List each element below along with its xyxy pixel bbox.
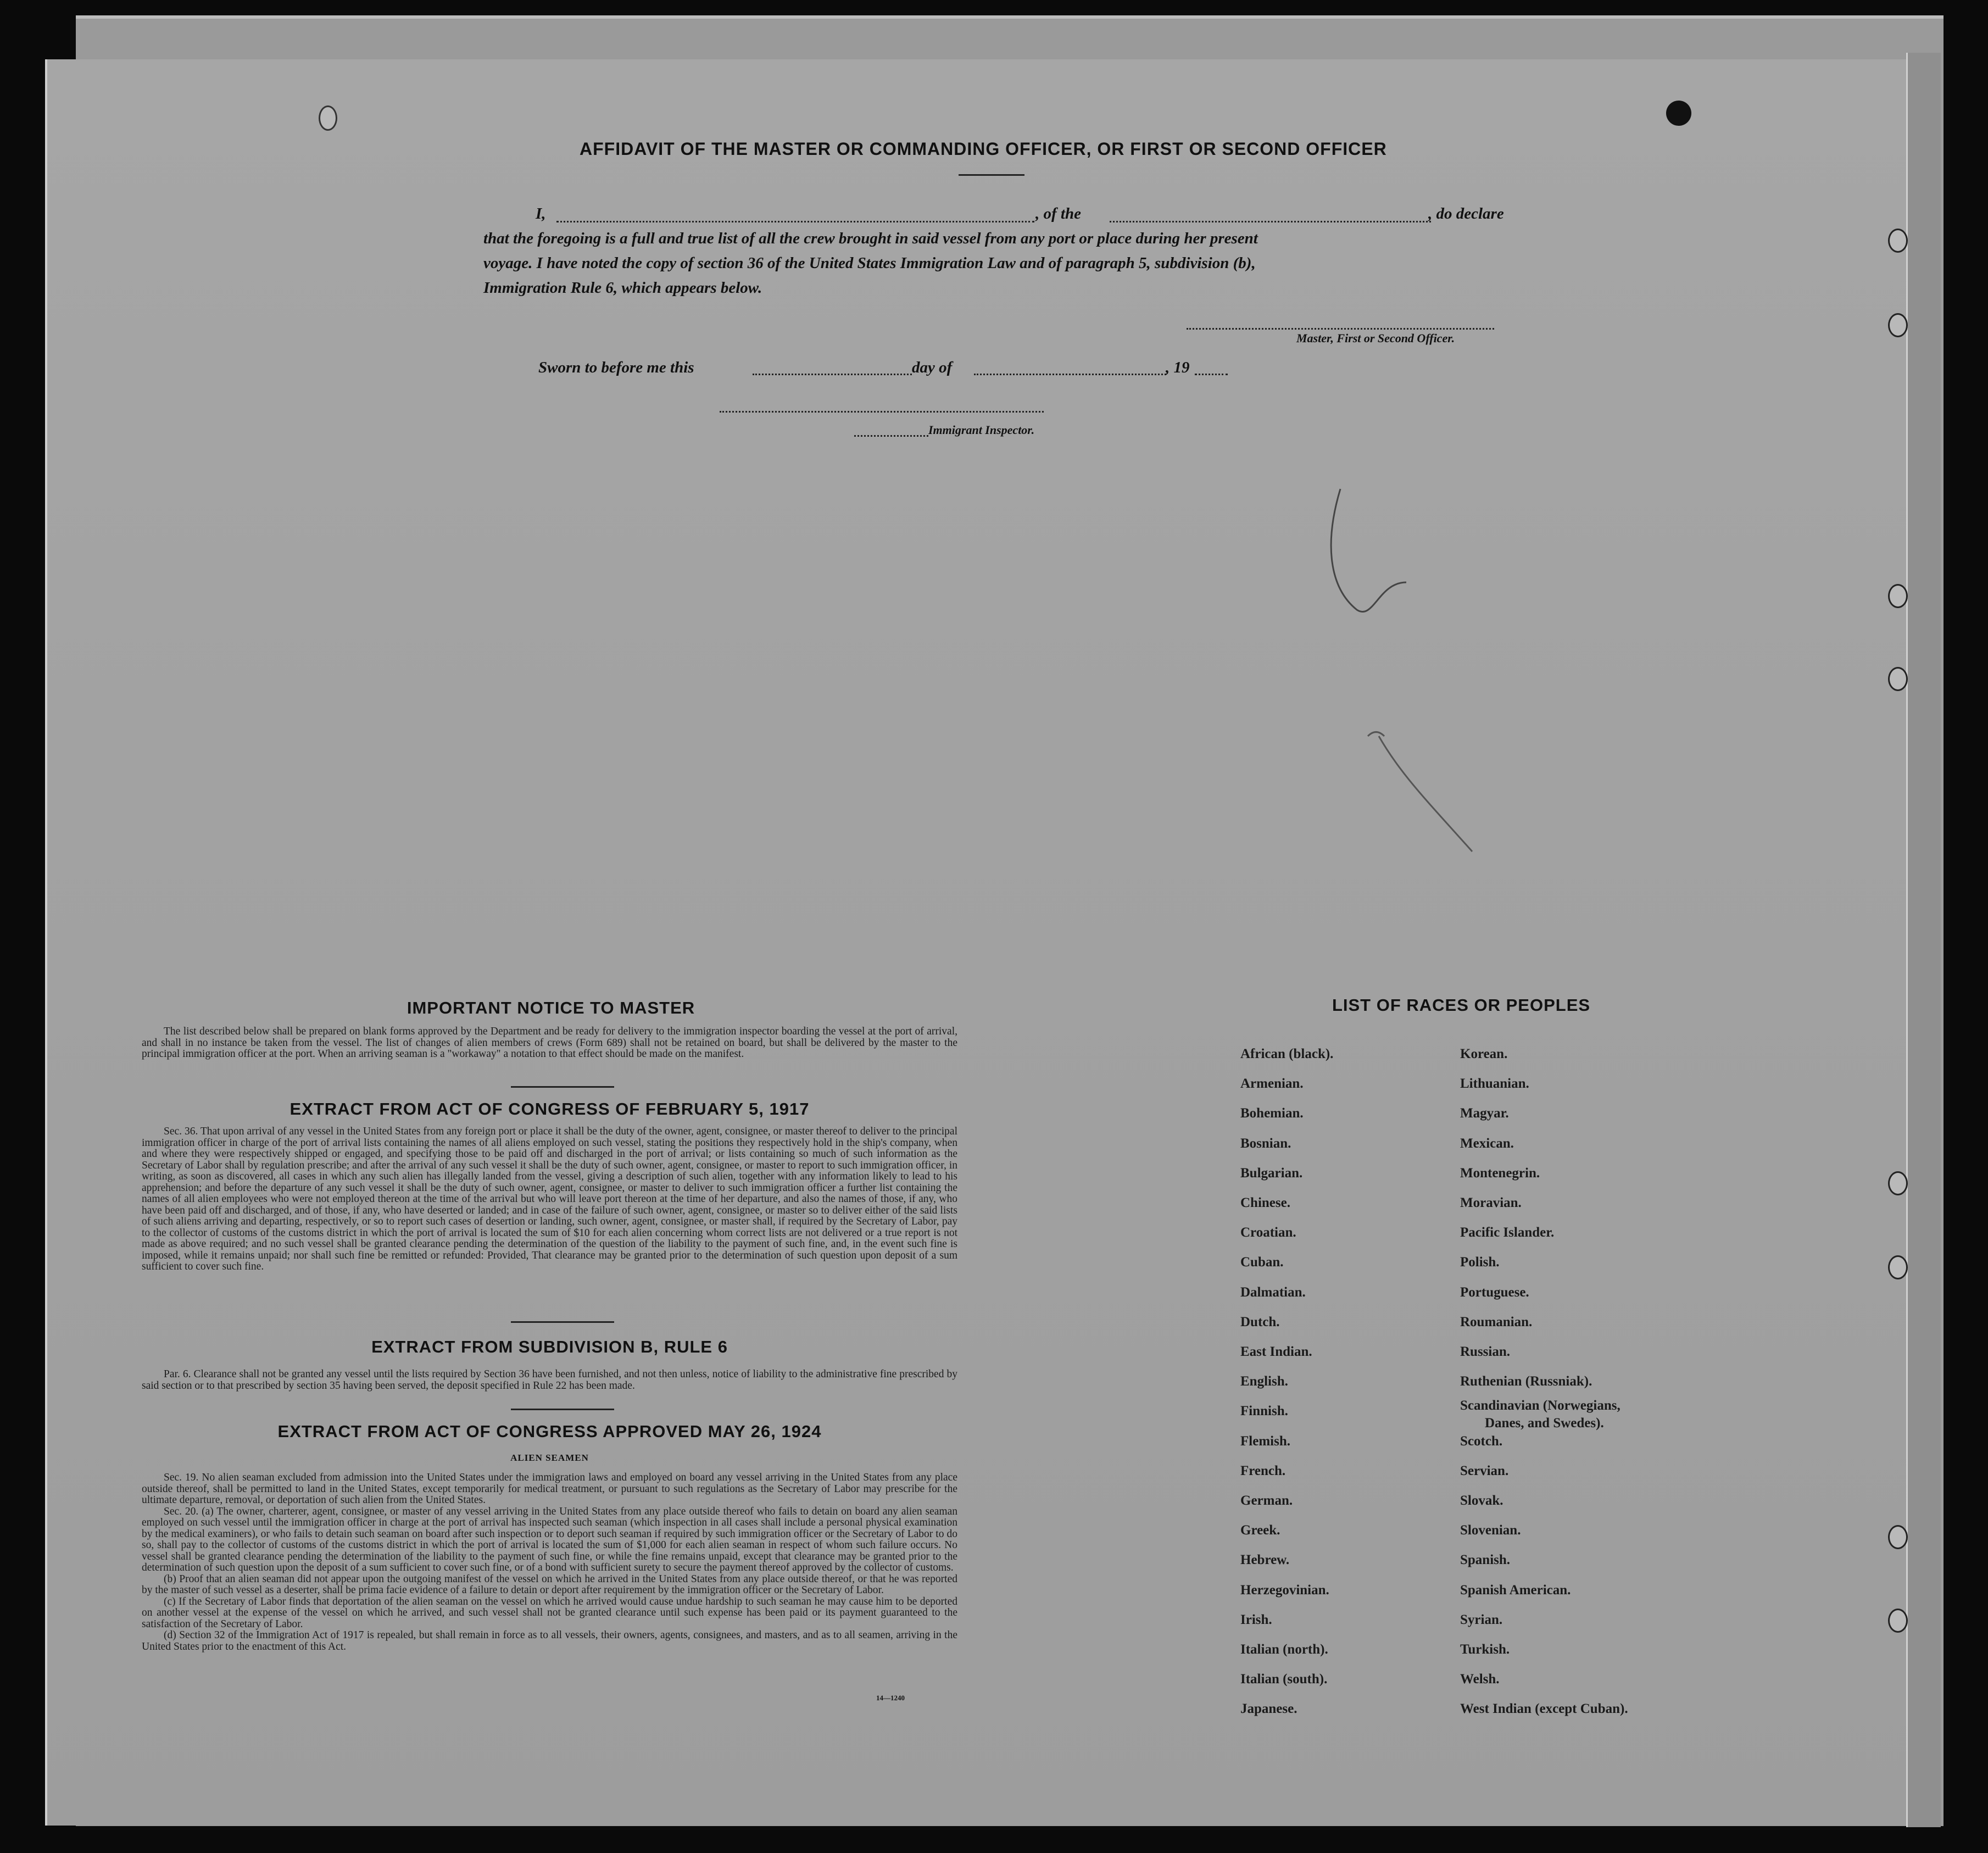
ring-hole-icon	[319, 105, 337, 131]
race-item: Roumanian.	[1460, 1314, 1533, 1329]
sworn-label: Sworn to before me this	[538, 359, 694, 376]
race-item: Bosnian.	[1240, 1136, 1291, 1151]
race-item: Lithuanian.	[1460, 1076, 1529, 1092]
race-item: Russian.	[1460, 1344, 1511, 1359]
sworn-day-blank[interactable]	[753, 374, 912, 375]
inspector-dots	[854, 435, 928, 437]
race-item: Japanese.	[1240, 1701, 1298, 1717]
race-item: Bulgarian.	[1240, 1165, 1303, 1181]
race-item: Portuguese.	[1460, 1284, 1529, 1300]
ring-hole-icon	[1888, 1171, 1908, 1195]
race-item: Ruthenian (Russniak).	[1460, 1374, 1592, 1389]
divider	[959, 174, 1024, 176]
race-item: Greek.	[1240, 1523, 1280, 1538]
inspector-signature-blank[interactable]	[720, 411, 1044, 413]
ring-hole-icon	[1888, 229, 1908, 253]
affidavit-i: I,	[536, 205, 546, 222]
affidavit-line3: voyage. I have noted the copy of section 36 of the United States Immigration Law and of paragraph 5, subdivision (b),	[483, 254, 1256, 272]
race-item: Croatian.	[1240, 1225, 1296, 1240]
right-edge-strip	[1906, 53, 1941, 1827]
ring-hole-icon	[1888, 667, 1908, 691]
race-item: English.	[1240, 1374, 1288, 1389]
extract-1924-title: EXTRACT FROM ACT OF CONGRESS APPROVED MAY 26, 1924	[277, 1422, 822, 1441]
race-item: Mexican.	[1460, 1136, 1514, 1151]
ring-hole-icon	[1888, 1525, 1908, 1549]
divider	[511, 1321, 614, 1323]
race-item: Dutch.	[1240, 1314, 1280, 1329]
race-item: Finnish.	[1240, 1404, 1288, 1419]
race-item: Armenian.	[1240, 1076, 1304, 1092]
race-item: Spanish American.	[1460, 1582, 1571, 1598]
ring-hole-icon	[1888, 1609, 1908, 1633]
name-blank[interactable]	[556, 221, 1034, 222]
race-item: Bohemian.	[1240, 1106, 1304, 1121]
race-item: Scandinavian (Norwegians,	[1460, 1398, 1621, 1414]
form-number: 14—1240	[876, 1694, 905, 1702]
race-item: Chinese.	[1240, 1195, 1290, 1210]
sec20d-paragraph: (d) Section 32 of the Immigration Act of 1917 is repealed, but shall remain in force as to all vessels, their owners, agents, consignees, and masters, and as to all seamen, arriving in the United States prior to the enactment of this Act.	[142, 1629, 957, 1652]
race-item: Korean.	[1460, 1047, 1508, 1061]
race-item: Italian (north).	[1240, 1642, 1328, 1657]
race-item: Cuban.	[1240, 1255, 1284, 1270]
races-title: LIST OF RACES OR PEOPLES	[1332, 995, 1591, 1015]
race-item: Montenegrin.	[1460, 1165, 1540, 1181]
sec19-paragraph: Sec. 19. No alien seaman excluded from admission into the United States under the immigration laws and employed on board any vessel arriving in the United States from any place outside thereof, shall be permitted to land in the United States, except temporarily for medical treatment, or pursuant to such regulations as the Secretary of Labor may prescribe for the ultimate departure, removal, or deportation of such alien from the United States.	[142, 1472, 957, 1506]
day-of-label: day of	[912, 359, 953, 376]
race-item: Servian.	[1460, 1463, 1509, 1478]
sec20b-paragraph: (b) Proof that an alien seaman did not appear upon the outgoing manifest of the vessel on which he arrived in the United States from any place outside thereof, or that he was reported by the master of such vessel as a deserter, shall be prima facie evidence of a failure to detain or deport after requirement by the immigration officer or the Secretary of Labor.	[142, 1573, 957, 1596]
alien-seamen-subtitle: ALIEN SEAMEN	[510, 1453, 589, 1463]
divider	[511, 1086, 614, 1088]
subdivision-b-text: Par. 6. Clearance shall not be granted any vessel until the lists required by Section 36 have been furnished, and not then unless, notice of liability to the administrative fine prescribed by said section or to that prescribed by section 35 having been served, the deposit specified in Rule 22 has been made.	[142, 1368, 957, 1392]
pencil-mark-icon	[1362, 725, 1494, 868]
extract-1917-title: EXTRACT FROM ACT OF CONGRESS OF FEBRUARY 5, 1917	[289, 1099, 810, 1119]
sworn-year-blank[interactable]	[1195, 374, 1228, 375]
notice-title: IMPORTANT NOTICE TO MASTER	[406, 998, 695, 1017]
subdivision-b-title: EXTRACT FROM SUBDIVISION B, RULE 6	[371, 1337, 728, 1356]
race-item: Dalmatian.	[1240, 1284, 1306, 1300]
race-item: Turkish.	[1460, 1642, 1510, 1657]
race-item: Pacific Islander.	[1460, 1225, 1555, 1240]
notice-text: The list described below shall be prepared on blank forms approved by the Department and be ready for delivery to the immigration inspector boarding the vessel at the port of arrival, and shall in no instance be taken from the vessel. The list of changes of alien members of crews (Form 689) shall not be retained on board, but shall be delivered by the master to the principal immigration officer at the port. When an arriving seaman is a "workaway" a notation to that effect should be made on the manifest.	[142, 1026, 957, 1060]
inspector-label: Immigrant Inspector.	[928, 423, 1035, 437]
affidavit-title: AFFIDAVIT OF THE MASTER OR COMMANDING OFFICER, OR FIRST OR SECOND OFFICER	[580, 139, 1387, 159]
punch-hole-icon	[1666, 101, 1691, 126]
race-item: Moravian.	[1460, 1195, 1522, 1210]
race-item: Slovak.	[1460, 1493, 1503, 1508]
race-item-continuation: Danes, and Swedes).	[1485, 1416, 1604, 1431]
race-item: East Indian.	[1240, 1344, 1312, 1359]
race-item: Herzegovinian.	[1240, 1582, 1329, 1598]
extract-1917-text: Sec. 36. That upon arrival of any vessel in the United States from any foreign port or place it shall be the duty of the owner, agent, consignee, or master thereof to deliver to the principal immigration officer in charge of the port of arrival lists containing the names of all aliens employed on such vessel, stating the positions they respectively hold in the ship's company, when and where they were respectively shipped or engaged, and specifying those to be paid off and discharged in the port of arrival; or lists containing so much of such information as the Secretary of Labor shall by regulation prescribe; and after the arrival of any such vessel it shall be the duty of such owner, agent, consignee, or master to report to such immigration officer, in writing, as soon as discovered, all cases in which any such alien has illegally landed from the vessel, giving a description of such alien, together with any information likely to lead to his apprehension; and before the departure of any such vessel it shall be the duty of such owner, agent, consignee, or master to deliver to such immigration officer a further list containing the names of all alien employees who were not employed thereon at the time of the arrival but who will leave port thereon at the time of her departure, and also the names of those, if any, who have been paid off and discharged, and of those, if any, who have deserted or landed; and in case of the failure of such owner, agent, consignee, or master so to deliver either of the said lists of such aliens arriving and departing, respectively, or so to report such cases of desertion or landing, such owner, agent, consignee, or master shall, if required by the Secretary of Labor, pay to the collector of customs of the customs district in which the port of arrival is located the sum of $10 for each alien concerning whom correct lists are not delivered or a true report is not made as above required; and no such vessel shall be granted clearance pending the determination of the question of the liability to the payment of such fine, and, in the event such fine is imposed, while it remains unpaid; nor shall such fine be remitted or refunded: Provided, That clearance may be granted prior to the determination of such question upon deposit of a sum sufficient to cover such fine.	[142, 1126, 957, 1272]
divider	[511, 1409, 614, 1410]
master-signature-blank[interactable]	[1187, 328, 1494, 330]
ring-hole-icon	[1888, 584, 1908, 608]
sec20c-paragraph: (c) If the Secretary of Labor finds that deportation of the alien seaman on the vessel on which he arrived would cause undue hardship to such seaman he may cause him to be deported on another vessel at the expense of the vessel on which he arrived, and such vessel shall not be granted clearance until such expense has been paid or its payment guaranteed to the satisfaction of the Secretary of Labor.	[142, 1595, 957, 1630]
race-item: Flemish.	[1240, 1433, 1290, 1449]
sec20a-paragraph: Sec. 20. (a) The owner, charterer, agent, consignee, or master of any vessel arriving in the United States from any place outside thereof who fails to detain on board any alien seaman employed on such vessel until the immigration officer in charge at the port of arrival has inspected such seaman (which inspection in all cases shall include a personal physical examination by the medical examiners), or who fails to detain such seaman on board after such inspection or to deport such seaman if required by such immigration officer or the Secretary of Labor to do so, shall pay to the collector of customs of the customs district in which the port of arrival is located the sum of $1,000 for each alien seaman in respect of whom such failure occurs. No vessel shall be granted clearance pending the determination of the liability to the payment of such fine, or while the fine remains unpaid, except that clearance may be granted prior to the determination of such question upon the deposit of a sum sufficient to cover such fine, or of a bond with sufficient surety to secure the payment thereof approved by the collector of customs.	[142, 1505, 957, 1573]
race-item: German.	[1240, 1493, 1293, 1508]
extract-1924-text	[142, 1472, 957, 1652]
race-item: Magyar.	[1460, 1106, 1509, 1121]
sworn-month-blank[interactable]	[974, 374, 1166, 375]
ring-hole-icon	[1888, 1255, 1908, 1279]
race-item: Scotch.	[1460, 1433, 1503, 1449]
affidavit-of-the: , of the	[1035, 205, 1081, 222]
race-item: French.	[1240, 1463, 1286, 1478]
race-item: Hebrew.	[1240, 1552, 1290, 1568]
race-item: Polish.	[1460, 1255, 1500, 1270]
year-label: , 19	[1166, 359, 1190, 376]
ring-hole-icon	[1888, 313, 1908, 337]
race-item: Slovenian.	[1460, 1523, 1521, 1538]
race-item: West Indian (except Cuban).	[1460, 1701, 1628, 1717]
race-item: Spanish.	[1460, 1552, 1511, 1568]
affidavit-line2: that the foregoing is a full and true list of all the crew brought in said vessel from any port or place during her present	[483, 230, 1258, 247]
race-item: Syrian.	[1460, 1612, 1503, 1627]
race-item: African (black).	[1240, 1047, 1334, 1061]
race-item: Irish.	[1240, 1612, 1272, 1627]
affidavit-declare: , do declare	[1428, 205, 1504, 222]
vessel-blank[interactable]	[1110, 221, 1431, 222]
affidavit-line4: Immigration Rule 6, which appears below.	[483, 279, 762, 297]
master-signature-label: Master, First or Second Officer.	[1296, 331, 1455, 345]
race-item: Italian (south).	[1240, 1672, 1328, 1687]
race-item: Welsh.	[1460, 1672, 1500, 1687]
pencil-mark-icon	[1318, 478, 1428, 764]
